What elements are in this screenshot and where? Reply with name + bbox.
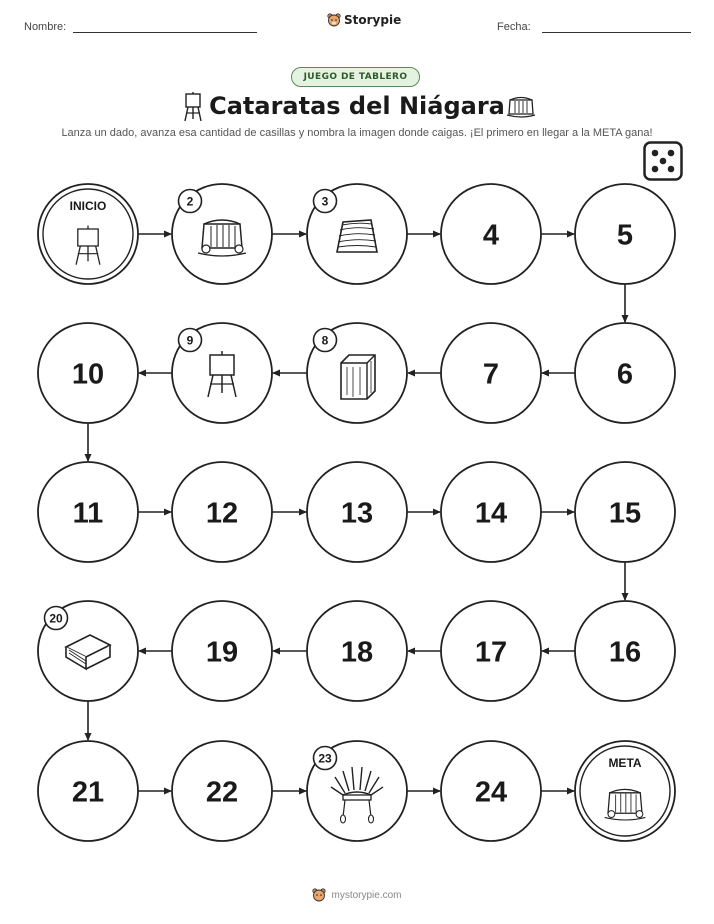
footer-url[interactable]: mystorypie.com xyxy=(331,889,402,901)
cell-number: 12 xyxy=(205,497,239,530)
board-cell-14[interactable] xyxy=(441,462,541,562)
board-cell-5[interactable] xyxy=(575,184,675,284)
brand-name: Storypie xyxy=(344,13,402,27)
stone-block-icon xyxy=(341,355,375,399)
date-label: Fecha: xyxy=(497,21,531,33)
game-type-badge: JUEGO DE TABLERO xyxy=(291,67,420,87)
cell-number: 10 xyxy=(71,358,105,391)
cell-number: 22 xyxy=(205,776,239,809)
board-cell-6[interactable] xyxy=(575,323,675,423)
goal-label: META xyxy=(608,756,642,770)
bear-icon xyxy=(312,888,326,902)
board-cell-10[interactable] xyxy=(38,323,138,423)
board-cell-2[interactable] xyxy=(172,184,272,284)
start-label: INICIO xyxy=(69,199,107,213)
name-label: Nombre: xyxy=(24,21,67,33)
cell-number: 19 xyxy=(205,636,239,669)
board-cell-11[interactable] xyxy=(38,462,138,562)
board-cell-7[interactable] xyxy=(441,323,541,423)
cell-number: 17 xyxy=(474,636,508,669)
board-cell-23[interactable] xyxy=(307,741,407,841)
board-cell-19[interactable] xyxy=(172,601,272,701)
board-cell-17[interactable] xyxy=(441,601,541,701)
cell-number: 21 xyxy=(71,776,105,809)
board-cell-21[interactable] xyxy=(38,741,138,841)
board-cell-18[interactable] xyxy=(307,601,407,701)
board-cell-25[interactable] xyxy=(575,741,675,841)
board-cell-9[interactable] xyxy=(172,323,272,423)
cell-number: 3 xyxy=(321,194,329,209)
board-cell-13[interactable] xyxy=(307,462,407,562)
rock-layers-icon xyxy=(337,220,377,252)
cell-number: 7 xyxy=(482,358,500,391)
cell-number: 2 xyxy=(186,194,194,209)
cell-number: 6 xyxy=(616,358,634,391)
board-cell-16[interactable] xyxy=(575,601,675,701)
instructions: Lanza un dado, avanza esa cantidad de casillas y nombra la imagen donde caigas. ¡El primero en llegar a la META gana! xyxy=(61,127,653,139)
cell-number: 4 xyxy=(482,219,500,252)
board-cell-15[interactable] xyxy=(575,462,675,562)
cell-number: 9 xyxy=(186,333,194,348)
board-cell-4[interactable] xyxy=(441,184,541,284)
cell-number: 16 xyxy=(608,636,642,669)
cell-number: 18 xyxy=(340,636,374,669)
cell-number: 11 xyxy=(72,497,104,530)
cell-number: 13 xyxy=(340,497,374,530)
footer xyxy=(0,888,714,902)
board-cell-8[interactable] xyxy=(307,323,407,423)
board-cell-12[interactable] xyxy=(172,462,272,562)
board-cell-20[interactable] xyxy=(38,601,138,701)
cell-number: 8 xyxy=(321,333,329,348)
board-cell-22[interactable] xyxy=(172,741,272,841)
board-cell-3[interactable] xyxy=(307,184,407,284)
page-title: Cataratas del Niágara xyxy=(209,92,505,120)
cell-number: 23 xyxy=(318,751,332,766)
cell-number: 24 xyxy=(474,776,508,809)
board-cell-1[interactable] xyxy=(38,184,138,284)
cell-number: 15 xyxy=(608,497,642,530)
cell-number: 20 xyxy=(49,611,63,626)
board-cell-24[interactable] xyxy=(441,741,541,841)
cell-number: 14 xyxy=(474,497,508,530)
cell-number: 5 xyxy=(616,219,634,252)
